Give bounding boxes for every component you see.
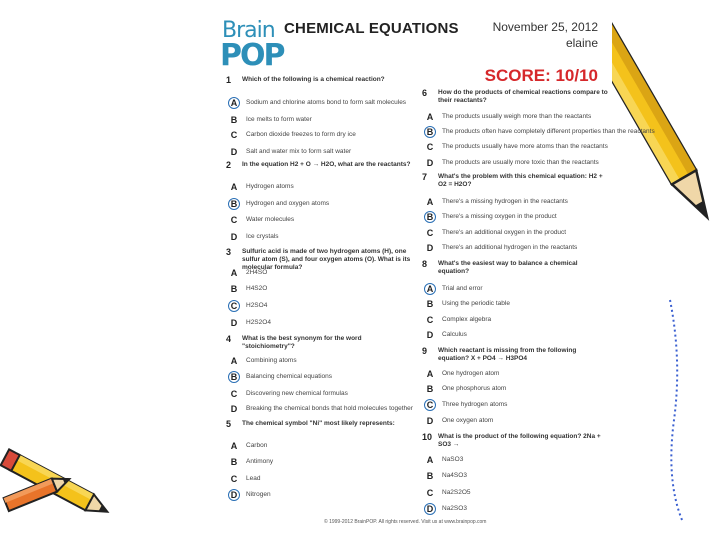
- answer-letter: C: [426, 142, 434, 152]
- selected-answer-letter: A: [228, 97, 240, 109]
- answer-option[interactable]: [228, 439, 408, 453]
- answer-option[interactable]: [424, 414, 604, 428]
- answer-letter: C: [230, 474, 238, 484]
- answer-option[interactable]: [228, 266, 408, 280]
- question-number: 4: [226, 334, 232, 344]
- answer-option[interactable]: [424, 140, 608, 154]
- question-text: What is the best synonym for the word "stoichiometry"?: [242, 335, 362, 350]
- answer-option[interactable]: [424, 382, 604, 396]
- selected-answer-letter: A: [424, 283, 436, 295]
- answer-text: There's a missing oxygen in the product: [442, 213, 557, 220]
- question-number: 3: [226, 247, 232, 257]
- answer-option[interactable]: [228, 472, 408, 486]
- answer-text: The products are usually more toxic than the reactants: [442, 159, 599, 166]
- answer-option[interactable]: [424, 241, 604, 255]
- answer-text: H2SO4: [246, 302, 268, 309]
- logo-brain-text: Brain: [222, 18, 275, 43]
- selected-answer-letter: D: [228, 489, 240, 501]
- selected-answer-letter: C: [228, 300, 240, 312]
- answer-letter: A: [230, 268, 238, 278]
- answer-letter: B: [426, 471, 434, 481]
- question-text: In the equation H2 + O → H2O, what are the reactants?: [242, 161, 411, 168]
- answer-letter: A: [230, 182, 238, 192]
- answer-letter: A: [426, 369, 434, 379]
- answer-text: One hydrogen atom: [442, 370, 500, 377]
- answer-option[interactable]: [228, 213, 408, 227]
- answer-option[interactable]: [424, 210, 604, 224]
- question-text: Which reactant is missing from the following equation? X + PO4 → H3PO4: [438, 347, 577, 362]
- quiz-sheet: [212, 0, 655, 540]
- answer-letter: D: [426, 416, 434, 426]
- selected-answer-letter: B: [424, 211, 436, 223]
- answer-letter: A: [426, 197, 434, 207]
- answer-letter: A: [426, 455, 434, 465]
- question-text: What's the easiest way to balance a chemical equation?: [438, 260, 578, 275]
- answer-letter: B: [230, 457, 238, 467]
- answer-option[interactable]: [228, 230, 408, 244]
- student-name: elaine: [565, 36, 598, 50]
- answer-option[interactable]: [424, 453, 604, 467]
- answer-text: Balancing chemical equations: [246, 373, 332, 380]
- answer-option[interactable]: [424, 328, 604, 342]
- answer-letter: C: [230, 130, 238, 140]
- answer-option[interactable]: [424, 486, 604, 500]
- answer-letter: C: [230, 389, 238, 399]
- answer-option[interactable]: [228, 402, 413, 416]
- answer-letter: D: [230, 147, 238, 157]
- answer-option[interactable]: [228, 180, 408, 194]
- answer-option[interactable]: [424, 297, 604, 311]
- selected-answer-letter: C: [424, 399, 436, 411]
- question-number: 1: [226, 75, 232, 85]
- answer-text: Hydrogen and oxygen atoms: [246, 200, 330, 207]
- answer-option[interactable]: [424, 110, 604, 124]
- answer-text: Na2S2O5: [442, 489, 471, 496]
- answer-text: Trial and error: [442, 285, 483, 292]
- answer-option[interactable]: [424, 313, 604, 327]
- answer-letter: B: [426, 299, 434, 309]
- answer-option[interactable]: [228, 488, 408, 502]
- answer-text: H4S2O: [246, 285, 268, 292]
- answer-text: One oxygen atom: [442, 417, 494, 424]
- pencil-top-right-clipart: [612, 0, 720, 540]
- answer-text: Ice melts to form water: [246, 116, 312, 123]
- answer-text: NaSO3: [442, 456, 464, 463]
- answer-text: Combining atoms: [246, 357, 297, 364]
- answer-text: Carbon: [246, 442, 268, 449]
- question-text: The chemical symbol "Ni" most likely represents:: [242, 420, 395, 427]
- answer-option[interactable]: [228, 299, 408, 313]
- answer-text: Nitrogen: [246, 491, 271, 498]
- question-number: 10: [422, 432, 433, 442]
- answer-option[interactable]: [424, 398, 604, 412]
- quiz-title: CHEMICAL EQUATIONS: [284, 20, 459, 37]
- question-text: What's the problem with this chemical equation: H2 + O2 = H2O?: [438, 173, 603, 188]
- answer-text: Water molecules: [246, 216, 295, 223]
- answer-option[interactable]: [424, 502, 604, 516]
- answer-text: One phosphorus atom: [442, 385, 507, 392]
- pencil-mid-left-clipart: [0, 462, 80, 522]
- answer-letter: C: [426, 315, 434, 325]
- answer-option[interactable]: [424, 195, 604, 209]
- question-number: 9: [422, 346, 428, 356]
- answer-option[interactable]: [228, 145, 408, 159]
- answer-text: Hydrogen atoms: [246, 183, 294, 190]
- score-badge: SCORE: 10/10: [484, 66, 598, 85]
- quiz-date: November 25, 2012: [492, 20, 598, 34]
- answer-text: Na4SO3: [442, 472, 467, 479]
- question-number: 6: [422, 88, 428, 98]
- answer-letter: C: [426, 488, 434, 498]
- answer-text: The products often have completely different properties than the reactants: [442, 128, 655, 135]
- answer-letter: C: [426, 228, 434, 238]
- question-text: Which of the following is a chemical reaction?: [242, 76, 385, 83]
- answer-text: Using the periodic table: [442, 300, 510, 307]
- answer-option[interactable]: [424, 282, 604, 296]
- answer-text: Na2SO3: [442, 505, 467, 512]
- answer-option[interactable]: [228, 96, 408, 110]
- answer-option[interactable]: [424, 367, 604, 381]
- answer-text: There's an additional oxygen in the product: [442, 229, 567, 236]
- brainpop-logo: [220, 18, 284, 73]
- answer-option[interactable]: [228, 354, 408, 368]
- answer-text: Three hydrogen atoms: [442, 401, 508, 408]
- selected-answer-letter: B: [424, 126, 436, 138]
- answer-text: 2H4SO: [246, 269, 268, 276]
- answer-text: Breaking the chemical bonds that hold molecules together: [246, 405, 413, 412]
- answer-text: Salt and water mix to form salt water: [246, 148, 352, 155]
- answer-text: Ice crystals: [246, 233, 279, 240]
- answer-text: Carbon dioxide freezes to form dry ice: [246, 131, 356, 138]
- answer-letter: D: [230, 232, 238, 242]
- answer-text: Complex algebra: [442, 316, 492, 323]
- answer-letter: B: [426, 384, 434, 394]
- answer-option[interactable]: [424, 156, 604, 170]
- answer-text: The products usually weigh more than the reactants: [442, 113, 592, 120]
- answer-letter: C: [230, 215, 238, 225]
- answer-letter: A: [230, 441, 238, 451]
- question-number: 2: [226, 160, 232, 170]
- answer-option[interactable]: [228, 113, 408, 127]
- answer-letter: D: [426, 158, 434, 168]
- answer-letter: D: [230, 404, 238, 414]
- answer-text: H2S2O4: [246, 319, 271, 326]
- copyright-footer: © 1999-2012 BrainPOP. All rights reserved. Visit us at www.brainpop.com: [324, 519, 487, 525]
- question-number: 7: [422, 172, 428, 182]
- answer-text: The products usually have more atoms than the reactants: [442, 143, 608, 150]
- answer-letter: D: [426, 330, 434, 340]
- answer-text: Calculus: [442, 331, 467, 338]
- question-text: What is the product of the following equation? 2Na + SO3 →: [438, 433, 601, 448]
- selected-answer-letter: D: [424, 503, 436, 515]
- question-text: How do the products of chemical reactions compare to their reactants?: [438, 89, 608, 104]
- answer-letter: D: [426, 243, 434, 253]
- answer-text: There's a missing hydrogen in the reactants: [442, 198, 568, 205]
- answer-letter: B: [230, 115, 238, 125]
- answer-text: Antimony: [246, 458, 274, 465]
- answer-text: There's an additional hydrogen in the reactants: [442, 244, 578, 251]
- logo-pop-text: POP: [220, 38, 284, 73]
- question-text: Sulfuric acid is made of two hydrogen atoms (H), one sulfur atom (S), and four oxygen atoms (O). What is its molecular formula?: [242, 248, 411, 271]
- answer-option[interactable]: [228, 316, 408, 330]
- question-number: 5: [226, 419, 232, 429]
- answer-option[interactable]: [228, 455, 408, 469]
- answer-option[interactable]: [228, 370, 408, 384]
- answer-option[interactable]: [228, 387, 408, 401]
- answer-letter: A: [426, 112, 434, 122]
- answer-option[interactable]: [228, 282, 408, 296]
- selected-answer-letter: B: [228, 198, 240, 210]
- answer-option[interactable]: [424, 469, 604, 483]
- answer-option[interactable]: [424, 125, 655, 139]
- answer-letter: B: [230, 284, 238, 294]
- answer-option[interactable]: [228, 128, 408, 142]
- answer-option[interactable]: [228, 197, 408, 211]
- answer-text: Lead: [246, 475, 261, 482]
- selected-answer-letter: B: [228, 371, 240, 383]
- answer-letter: D: [230, 318, 238, 328]
- answer-letter: A: [230, 356, 238, 366]
- question-number: 8: [422, 259, 428, 269]
- answer-text: Sodium and chlorine atoms bond to form salt molecules: [246, 99, 407, 106]
- answer-text: Discovering new chemical formulas: [246, 390, 348, 397]
- answer-option[interactable]: [424, 226, 604, 240]
